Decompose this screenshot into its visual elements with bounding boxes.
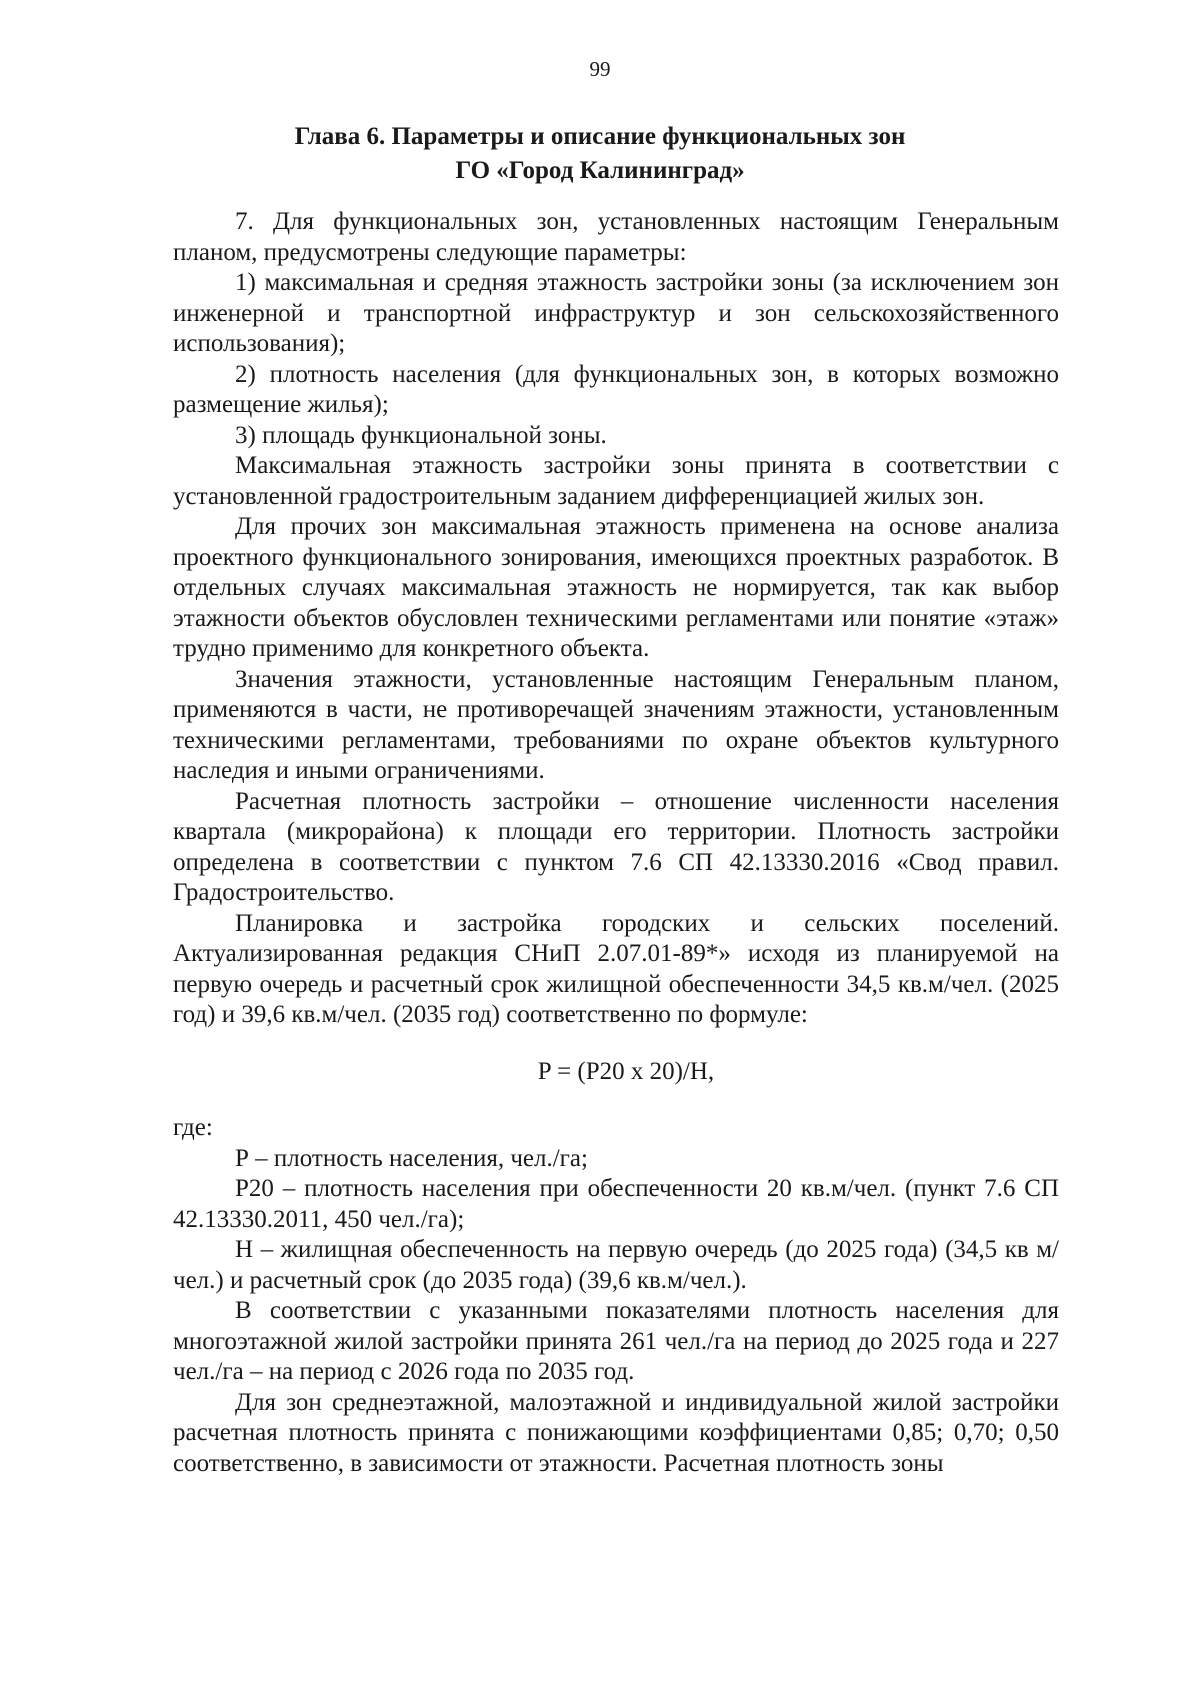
chapter-title xyxy=(0,120,1200,188)
document-body xyxy=(173,207,1059,1479)
definition-p: Р – плотность населения, чел./га; xyxy=(235,1144,588,1172)
paragraph-intro: 7. Для функциональных зон, установленных настоящим Генеральным планом, предусмотрены следующие параметры: xyxy=(173,208,1059,266)
paragraph-planning: Планировка и застройка городских и сельских поселений. Актуализированная редакция СНиП 2.07.01-89*» исходя из планируемой на первую очередь и расчетный срок жилищной обеспеченности 34,5 кв.м/чел. (2025 год) и 39,6 кв.м/чел. (2035 год) соответственно по формуле: xyxy=(173,909,1059,1028)
paragraph-density-definition: Расчетная плотность застройки – отношение численности населения квартала (микрорайона) к площади его территории. Плотность застройки определена в соответствии с пунктом 7.6 СП 42.13330.2016 «Свод правил. Градостроительство. xyxy=(173,787,1059,906)
paragraph-item-3: 3) площадь функциональной зоны. xyxy=(235,421,607,449)
paragraph-max-floors: Максимальная этажность застройки зоны принята в соответствии с установленной градостроительным заданием дифференциацией жилых зон. xyxy=(173,452,1059,510)
chapter-title-line-1: Глава 6. Параметры и описание функциональных зон xyxy=(294,123,906,150)
paragraph-item-1: 1) максимальная и средняя этажность застройки зоны (за исключением зон инженерной и транспортной инфраструктур и зон сельскохозяйственного использования); xyxy=(173,269,1059,357)
definition-p20: Р20 – плотность населения при обеспеченности 20 кв.м/чел. (пункт 7.6 СП 42.13330.2011, 450 чел./га); xyxy=(173,1175,1059,1233)
paragraph-floor-values: Значения этажности, установленные настоящим Генеральным планом, применяются в части, не противоречащей значениям этажности, установленным техническими регламентами, требованиями по охране объектов культурного наследия и иными ограничениями. xyxy=(173,665,1059,784)
chapter-title-line-2: ГО «Город Калининград» xyxy=(455,157,745,184)
paragraph-item-2: 2) плотность населения (для функциональных зон, в которых возможно размещение жилья); xyxy=(173,360,1059,418)
paragraph-density-values: В соответствии с указанными показателями плотность населения для многоэтажной жилой застройки принята 261 чел./га на период до 2025 года и 227 чел./га – на период с 2026 года по 2035 год. xyxy=(173,1297,1059,1385)
page-number: 99 xyxy=(589,57,611,81)
paragraph-coefficients: Для зон среднеэтажной, малоэтажной и индивидуальной жилой застройки расчетная плотность принята с понижающими коэффициентами 0,85; 0,70; 0,50 соответственно, в зависимости от этажности. Расчетная плотность зоны xyxy=(173,1388,1059,1477)
paragraph-other-zones: Для прочих зон максимальная этажность применена на основе анализа проектного функционального зонирования, имеющихся проектных разработок. В отдельных случаях максимальная этажность не нормируется, так как выбор этажности объектов обусловлен техническими регламентами или понятие «этаж» трудно применимо для конкретного объекта. xyxy=(173,513,1059,662)
definition-h: Н – жилищная обеспеченность на первую очередь (до 2025 года) (34,5 кв м/чел.) и расчетный срок (до 2035 года) (39,6 кв.м/чел.). xyxy=(173,1236,1059,1294)
density-formula: P = (P20 x 20)/H, xyxy=(537,1057,715,1085)
where-label: где: xyxy=(173,1114,213,1141)
